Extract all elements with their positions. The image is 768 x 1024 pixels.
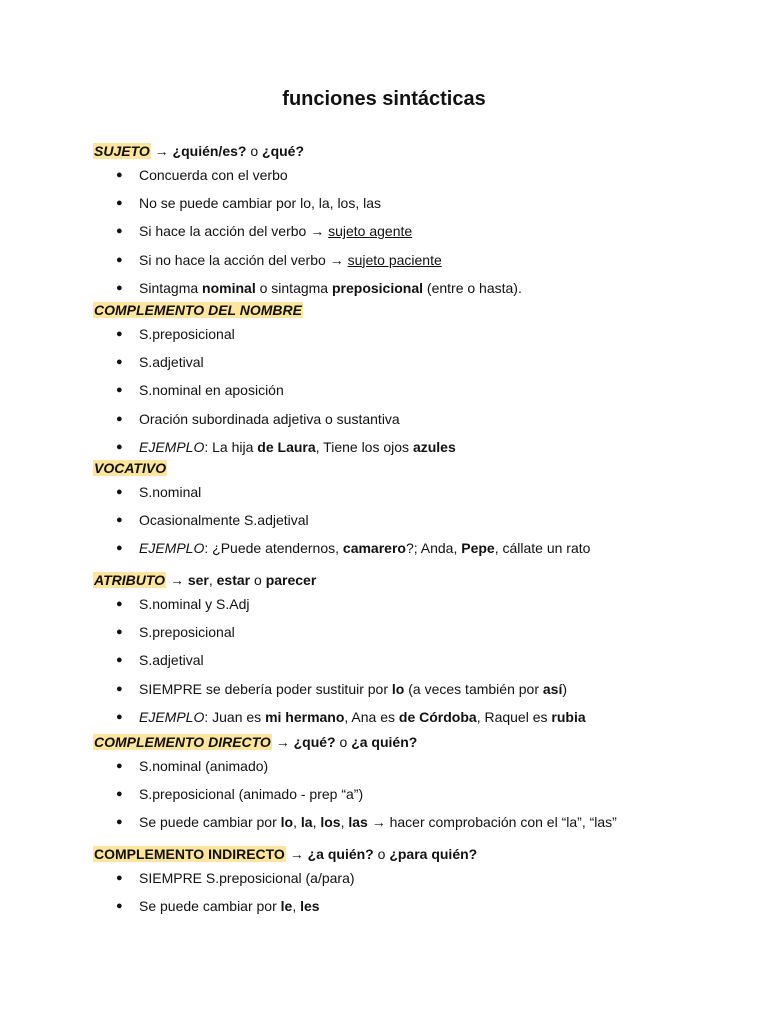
section-heading xyxy=(93,571,733,589)
text: , Tiene los ojos xyxy=(315,438,413,455)
list-item xyxy=(93,251,733,274)
list-item xyxy=(93,483,733,506)
list-item xyxy=(93,708,733,731)
bold-term: Pepe xyxy=(461,540,495,557)
bold-term: de Córdoba xyxy=(398,708,477,725)
bullet-icon: ● xyxy=(116,900,123,913)
list-item xyxy=(93,757,733,780)
question: ¿quién/es? xyxy=(172,143,247,159)
list-item xyxy=(93,410,733,433)
section-heading xyxy=(93,845,733,863)
example-label: EJEMPLO xyxy=(139,540,205,557)
separator: , xyxy=(312,814,321,831)
list-item xyxy=(93,897,733,920)
bold-term: lo xyxy=(280,814,294,831)
arrow-icon: → xyxy=(329,251,344,268)
list-item-text: S.adjetival xyxy=(139,354,204,371)
bullet-icon: ● xyxy=(116,169,123,181)
bold-term: los xyxy=(320,814,341,831)
bullet-icon: ● xyxy=(116,816,123,829)
question: ¿a quién? xyxy=(351,734,418,750)
bullet-list xyxy=(93,483,733,563)
text: o sintagma xyxy=(255,279,332,296)
underlined-term: sujeto paciente xyxy=(347,251,442,268)
text: Se puede cambiar por xyxy=(139,814,281,831)
text: : Juan es xyxy=(204,708,266,725)
list-item xyxy=(93,194,733,217)
page-title: funciones sintácticas xyxy=(282,88,486,110)
list-item xyxy=(93,813,733,836)
text: SIEMPRE se debería poder sustituir por xyxy=(139,680,392,697)
bold-term: preposicional xyxy=(331,279,424,296)
list-item-text: S.nominal y S.Adj xyxy=(139,596,250,612)
bold-term: la xyxy=(300,814,313,831)
connector: o xyxy=(250,572,266,588)
bullet-icon: ● xyxy=(116,514,123,527)
separator: , xyxy=(293,814,301,831)
list-item-text: No se puede cambiar por lo, la, los, las xyxy=(139,195,382,212)
list-item-text: Ocasionalmente S.adjetival xyxy=(139,512,309,529)
bullet-icon: ● xyxy=(116,598,123,610)
list-item-text: S.nominal en aposición xyxy=(139,382,284,399)
text: : La hija xyxy=(204,438,258,455)
highlighted-label: COMPLEMENTO INDIRECTO xyxy=(94,846,285,862)
bullet-icon: ● xyxy=(116,788,123,801)
list-item xyxy=(93,623,733,646)
text: : ¿Puede atendernos, xyxy=(204,540,343,557)
bold-term: lo xyxy=(391,680,405,697)
bullet-icon: ● xyxy=(116,412,123,425)
bold-term: azules xyxy=(412,438,456,455)
question: ¿para quién? xyxy=(389,846,478,862)
bullet-icon: ● xyxy=(116,384,123,397)
text: Sintagma xyxy=(139,279,203,296)
bullet-icon: ● xyxy=(116,281,123,294)
arrow-icon: → xyxy=(371,814,386,831)
bullet-icon: ● xyxy=(116,328,123,340)
bold-term: le xyxy=(280,898,293,915)
list-item-text: Si hace la acción del verbo xyxy=(139,223,311,240)
question: ¿qué? xyxy=(262,143,305,159)
list-item xyxy=(93,325,733,348)
bold-term: les xyxy=(300,898,320,915)
bold-term: mi hermano xyxy=(265,708,345,725)
list-item-text: Concuerda con el verbo xyxy=(139,167,288,183)
text: , Ana es xyxy=(344,708,399,725)
list-item xyxy=(93,279,733,302)
bullet-icon: ● xyxy=(116,486,123,498)
bold-term: camarero xyxy=(342,540,406,557)
list-item-text: S.preposicional xyxy=(139,326,235,342)
list-item xyxy=(93,680,733,703)
list-item xyxy=(93,869,733,892)
list-item-text: Si no hace la acción del verbo xyxy=(139,251,330,268)
arrow-icon: → xyxy=(275,734,290,750)
list-item xyxy=(93,381,733,404)
bullet-list xyxy=(93,325,733,461)
bullet-icon: ● xyxy=(116,542,123,555)
question: ¿a quién? xyxy=(307,846,374,862)
list-item-text: S.preposicional xyxy=(139,624,235,641)
section-heading xyxy=(93,733,733,751)
bullet-icon: ● xyxy=(116,225,123,238)
list-item-text: S.nominal xyxy=(139,484,202,500)
highlighted-label: COMPLEMENTO DIRECTO xyxy=(94,734,271,750)
list-item xyxy=(93,222,733,245)
list-item xyxy=(93,511,733,534)
text: , cállate un rato xyxy=(494,540,591,557)
connector: o xyxy=(335,734,352,750)
example-label: EJEMPLO xyxy=(139,438,205,455)
verb: ser xyxy=(187,572,209,588)
bullet-icon: ● xyxy=(116,197,123,210)
bullet-icon: ● xyxy=(116,654,123,667)
list-item-text: Oración subordinada adjetiva o sustantiva xyxy=(139,410,400,427)
text: , Raquel es xyxy=(476,708,552,725)
section-sujeto xyxy=(93,142,733,302)
section-heading xyxy=(93,142,733,160)
list-item xyxy=(93,438,733,461)
section-atributo xyxy=(93,571,733,731)
list-item-text: S.nominal (animado) xyxy=(139,758,269,774)
highlighted-label: COMPLEMENTO DEL NOMBRE xyxy=(94,302,302,318)
bullet-icon: ● xyxy=(116,872,123,884)
list-item xyxy=(93,785,733,808)
connector: o xyxy=(246,143,263,159)
bullet-list xyxy=(93,869,733,920)
list-item xyxy=(93,166,733,189)
separator: , xyxy=(340,814,349,831)
section-heading xyxy=(93,459,733,477)
arrow-icon: → xyxy=(289,846,304,862)
bullet-icon: ● xyxy=(116,356,123,369)
section-complemento-del-nombre xyxy=(93,301,733,461)
text: (a veces también por xyxy=(404,680,543,697)
separator: , xyxy=(292,898,301,915)
list-item xyxy=(93,651,733,674)
bullet-icon: ● xyxy=(116,253,123,266)
connector: o xyxy=(373,846,390,862)
section-heading xyxy=(93,301,733,319)
example-label: EJEMPLO xyxy=(139,708,205,725)
highlighted-label: ATRIBUTO xyxy=(94,572,166,588)
bullet-list xyxy=(93,595,733,731)
underlined-term: sujeto agente xyxy=(328,223,413,240)
bold-term: las xyxy=(348,814,368,831)
bold-term: de Laura xyxy=(257,438,316,455)
section-vocativo xyxy=(93,459,733,563)
arrow-icon: → xyxy=(169,572,184,588)
bullet-icon: ● xyxy=(116,440,123,453)
bullet-icon: ● xyxy=(116,626,123,639)
highlighted-label: SUJETO xyxy=(94,143,150,159)
section-complemento-indirecto xyxy=(93,845,733,920)
bullet-icon: ● xyxy=(116,710,123,723)
bullet-icon: ● xyxy=(116,682,123,695)
list-item xyxy=(93,595,733,618)
list-item xyxy=(93,539,733,562)
bullet-icon: ● xyxy=(116,760,123,772)
bold-term: así xyxy=(542,680,563,697)
text: hacer comprobación con el “la”, “las” xyxy=(385,814,617,831)
list-item xyxy=(93,353,733,376)
text: ) xyxy=(562,680,568,697)
separator: , xyxy=(208,572,217,588)
question: ¿qué? xyxy=(293,734,336,750)
list-item-text: S.adjetival xyxy=(139,652,204,669)
text: ?; Anda, xyxy=(405,540,462,557)
bold-term: nominal xyxy=(202,279,256,296)
text: (entre o hasta). xyxy=(423,279,522,296)
verb: estar xyxy=(216,572,251,588)
bold-term: rubia xyxy=(551,708,586,725)
list-item-text: S.preposicional (animado - prep “a”) xyxy=(139,786,364,803)
section-complemento-directo xyxy=(93,733,733,837)
verb: parecer xyxy=(265,572,317,588)
bullet-list xyxy=(93,757,733,837)
arrow-icon: → xyxy=(154,143,169,159)
text: Se puede cambiar por xyxy=(139,898,281,915)
highlighted-label: VOCATIVO xyxy=(94,460,167,476)
bullet-list xyxy=(93,166,733,302)
arrow-icon: → xyxy=(310,223,325,240)
list-item-text: SIEMPRE S.preposicional (a/para) xyxy=(139,870,355,886)
